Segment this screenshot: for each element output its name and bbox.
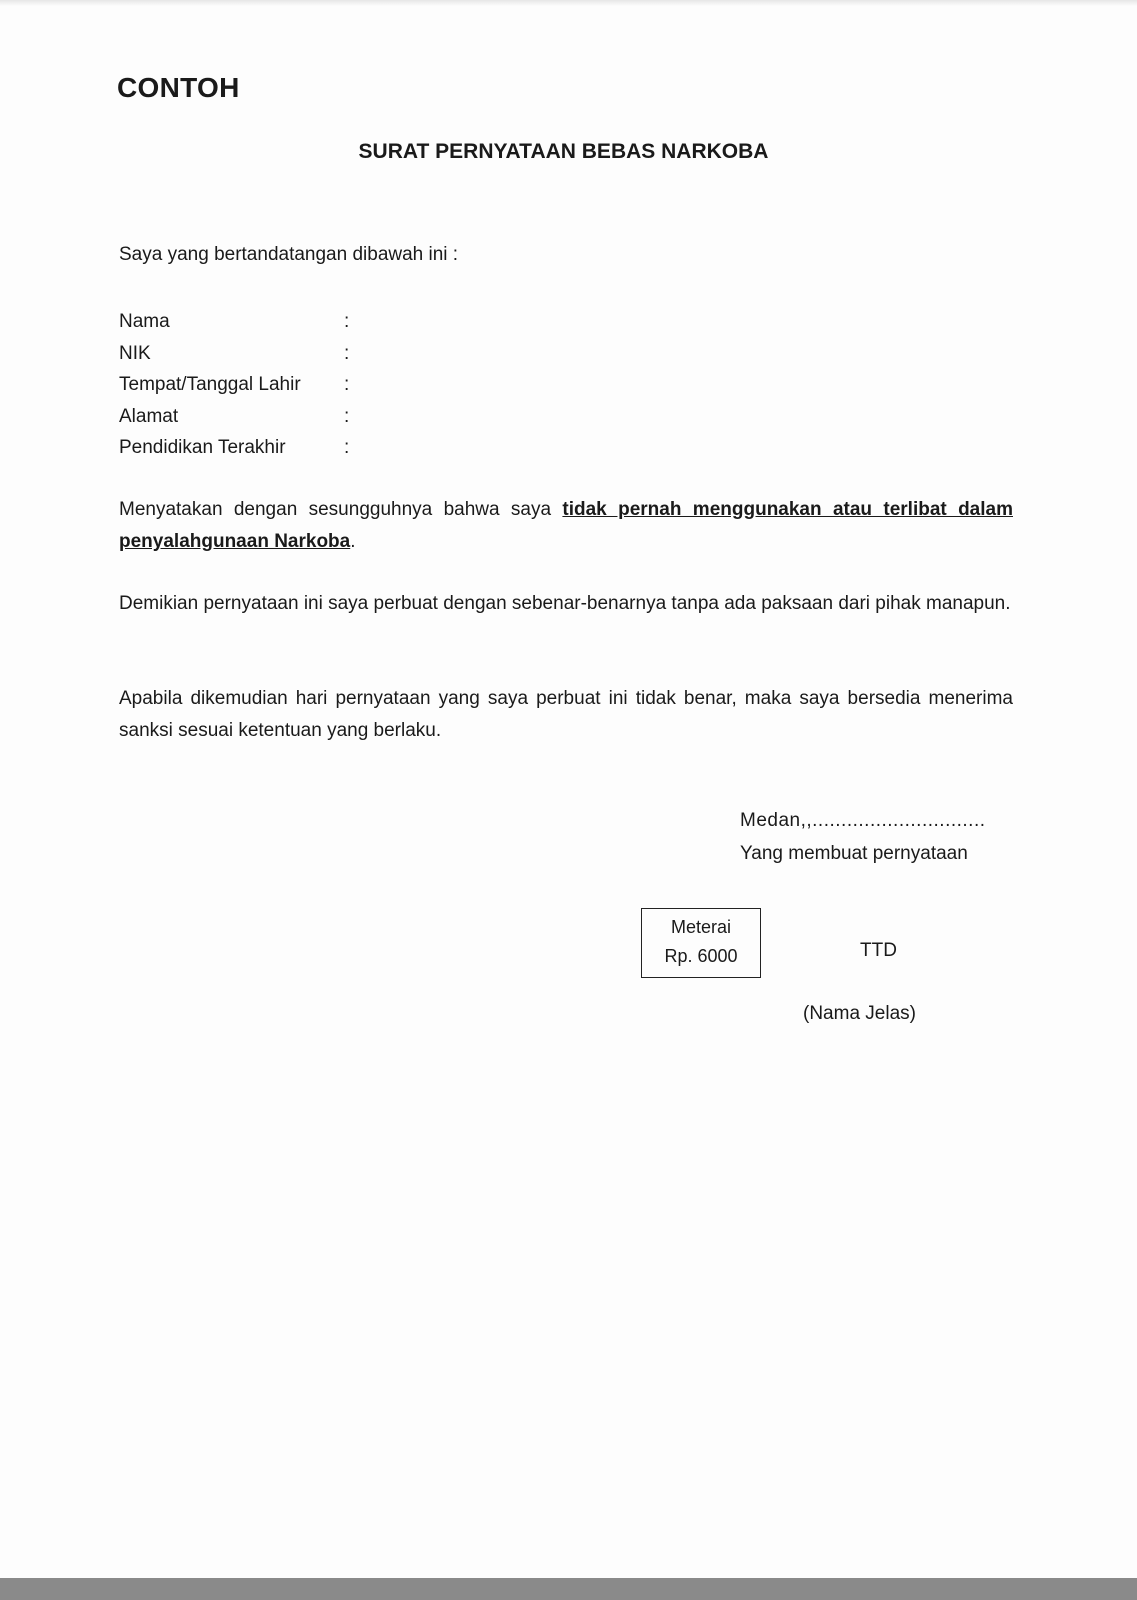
- field-label: Nama: [119, 311, 170, 332]
- scan-bottom-edge: [0, 1578, 1137, 1600]
- field-row-nama: [119, 306, 364, 338]
- signer-name-placeholder: (Nama Jelas): [803, 1003, 916, 1024]
- field-label: Tempat/Tanggal Lahir: [119, 374, 301, 395]
- field-label: Alamat: [119, 405, 179, 427]
- field-separator: :: [344, 374, 350, 395]
- signature-placeholder: TTD: [860, 940, 897, 961]
- identity-fields: [119, 306, 364, 464]
- statement-suffix: .: [350, 531, 356, 552]
- place-date-line: Medan,,..............................: [740, 810, 986, 831]
- field-row-education: [119, 432, 364, 464]
- field-label: NIK: [119, 342, 151, 364]
- declaration-paragraph: Demikian pernyataan ini saya perbuat dengan sebenar-benarnya tanpa ada paksaan dari pihak manapun.: [119, 593, 1011, 614]
- sample-label: CONTOH: [117, 72, 240, 103]
- field-separator: :: [344, 437, 350, 458]
- document-title: SURAT PERNYATAAN BEBAS NARKOBA: [358, 140, 769, 163]
- field-row-nik: [119, 338, 364, 370]
- field-label: Pendidikan Terakhir: [119, 437, 286, 458]
- statement-paragraph: [119, 494, 1013, 558]
- field-separator: :: [344, 405, 350, 427]
- sanction-paragraph: Apabila dikemudian hari pernyataan yang saya perbuat ini tidak benar, maka saya bersedia menerima sanksi sesuai ketentuan yang berlaku.: [119, 688, 1013, 741]
- signer-caption: Yang membuat pernyataan: [740, 843, 968, 864]
- statement-prefix: Menyatakan dengan sesungguhnya bahwa saya: [119, 499, 563, 520]
- field-row-address: [119, 401, 364, 433]
- statement-emphasis: tidak pernah menggunakan atau terlibat dalam penyalahgunaan Narkoba: [119, 499, 1013, 552]
- stamp-value: Rp. 6000: [664, 946, 738, 966]
- stamp-label: Meterai: [670, 917, 732, 937]
- field-separator: :: [344, 311, 350, 332]
- scan-top-edge: [0, 0, 1137, 6]
- field-separator: :: [344, 342, 350, 364]
- intro-text: Saya yang bertandatangan dibawah ini :: [119, 244, 459, 265]
- field-row-birth: [119, 369, 364, 401]
- revenue-stamp-box: [641, 908, 761, 978]
